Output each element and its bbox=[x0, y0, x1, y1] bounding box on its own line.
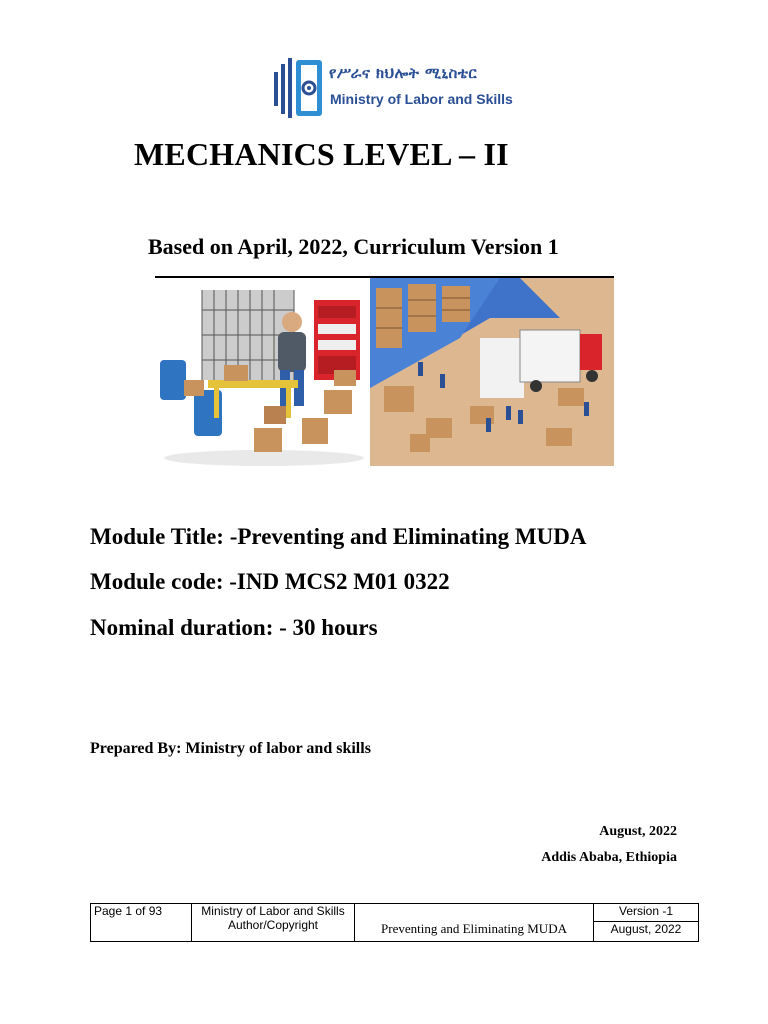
module-code: Module code: -IND MCS2 M01 0322 bbox=[90, 569, 450, 594]
footer-module-name: Preventing and Eliminating MUDA bbox=[355, 904, 594, 942]
footer-author: Author/Copyright bbox=[227, 918, 319, 932]
document-title: MECHANICS LEVEL – II bbox=[134, 136, 509, 172]
publication-place: Addis Ababa, Ethiopia bbox=[541, 850, 677, 865]
ministry-emblem-icon bbox=[272, 56, 326, 120]
footer-date: August, 2022 bbox=[594, 922, 699, 942]
nominal-duration: Nominal duration: - 30 hours bbox=[90, 615, 378, 640]
messy-workshop-illustration bbox=[154, 280, 368, 468]
footer-ministry-cell bbox=[192, 904, 355, 942]
logo-english-text: Ministry of Labor and Skills bbox=[330, 91, 513, 107]
footer-ministry: Ministry of Labor and Skills bbox=[201, 904, 345, 918]
logo-amharic-text: የሥራና ክህሎት ሚኒስቴር bbox=[329, 64, 478, 82]
prepared-by: Prepared By: Ministry of labor and skills bbox=[90, 740, 371, 757]
page-footer-table bbox=[90, 903, 699, 942]
publication-date: August, 2022 bbox=[599, 824, 677, 839]
module-title: Module Title: -Preventing and Eliminating MUDA bbox=[90, 524, 587, 549]
footer-version: Version -1 bbox=[594, 904, 699, 922]
curriculum-subtitle: Based on April, 2022, Curriculum Version 1 bbox=[148, 234, 559, 259]
ministry-logo bbox=[272, 56, 513, 120]
warehouse-illustration bbox=[370, 278, 614, 466]
footer-page-number: Page 1 of 93 bbox=[91, 904, 192, 942]
